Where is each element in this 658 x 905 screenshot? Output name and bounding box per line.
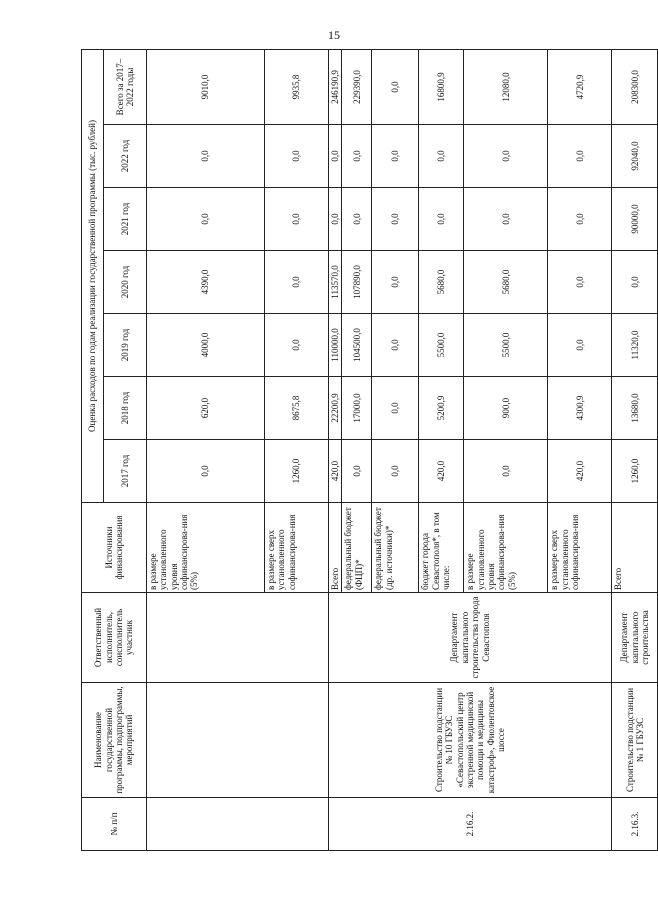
cell-value: 5500,0 [464,314,548,377]
cell-value: 0,0 [329,188,342,251]
cell-executor-empty [147,593,329,683]
cell-value: 0,0 [342,188,372,251]
cell-source: бюджет города Севастополя*, в том числе: [419,503,464,593]
cell-value: 208300,0 [612,50,658,125]
cell-source: Всего [612,503,658,593]
cell-value: 13680,0 [612,377,658,440]
cell-value: 17000,0 [342,377,372,440]
cell-executor: Департамент капитального строительства [612,593,658,683]
header-estimate: Оценка расходов по годам реализации государственной программы (тыс. рублей) [82,50,104,503]
cell-no: 2.16.3. [612,798,658,851]
cell-source: в размере установленного уровня софинансирова-ния (5%) [464,503,548,593]
cell-name-empty [147,683,329,798]
cell-value: 0,0 [464,440,548,503]
cell-no-empty [147,798,329,851]
cell-value: 0,0 [342,440,372,503]
header-row-1 [82,50,104,851]
cell-value: 1260,0 [612,440,658,503]
financing-table [81,49,658,851]
header-year: 2019 год [104,314,147,377]
cell-value: 4000,0 [147,314,265,377]
cell-source: федеральный бюджет (др. источники)* [372,503,419,593]
cell-value: 1260,0 [265,440,329,503]
cell-value: 620,0 [147,377,265,440]
header-year: 2022 год [104,125,147,188]
header-total: Всего за 2017–2022 годы [104,50,147,125]
cell-value: 900,0 [464,377,548,440]
cell-source: федеральный бюджет (ФЦП)* [342,503,372,593]
cell-value: 4720,9 [548,50,612,125]
table-row [147,50,265,851]
cell-value: 90000,0 [612,188,658,251]
cell-value: 0,0 [419,188,464,251]
page-number: 15 [328,28,340,42]
cell-value: 22200,9 [329,377,342,440]
header-source: Источники финансирования [82,503,147,593]
cell-value: 104500,0 [342,314,372,377]
cell-value: 5680,0 [419,251,464,314]
cell-value: 0,0 [548,188,612,251]
cell-value: 5200,9 [419,377,464,440]
cell-name: Строительство подстанции № 1 ГБУЗС [612,683,658,798]
cell-value: 0,0 [372,125,419,188]
cell-value: 9010,0 [147,50,265,125]
cell-value: 16800,9 [419,50,464,125]
cell-value: 92040,0 [612,125,658,188]
cell-value: 0,0 [548,125,612,188]
cell-value: 420,0 [329,440,342,503]
cell-value: 0,0 [372,50,419,125]
cell-value: 0,0 [342,125,372,188]
header-year: 2021 год [104,188,147,251]
cell-value: 0,0 [464,188,548,251]
cell-value: 0,0 [265,125,329,188]
table-row [612,50,658,851]
cell-value: 0,0 [265,188,329,251]
cell-value: 0,0 [265,314,329,377]
cell-value: 0,0 [372,314,419,377]
cell-value: 229390,0 [342,50,372,125]
cell-value: 9935,8 [265,50,329,125]
cell-source: в размере сверх установленного софинансирова-ния [548,503,612,593]
cell-value: 107890,0 [342,251,372,314]
cell-value: 0,0 [612,251,658,314]
cell-source: Всего [329,503,342,593]
cell-value: 0,0 [147,440,265,503]
header-year: 2017 год [104,440,147,503]
cell-value: 0,0 [372,377,419,440]
header-no: № п/п [82,798,147,851]
cell-value: 4390,0 [147,251,265,314]
cell-source: в размере сверх установленного софинансирова-ния [265,503,329,593]
cell-value: 4300,9 [548,377,612,440]
cell-value: 420,0 [419,440,464,503]
cell-value: 11320,0 [612,314,658,377]
cell-value: 5500,0 [419,314,464,377]
cell-value: 246190,9 [329,50,342,125]
header-executor: Ответственный исполнитель, соисполнитель участник [82,593,147,683]
cell-value: 0,0 [372,440,419,503]
rotated-table-container [81,50,651,851]
cell-value: 0,0 [265,251,329,314]
cell-value: 110000,0 [329,314,342,377]
cell-value: 0,0 [548,314,612,377]
cell-value: 0,0 [372,251,419,314]
header-year: 2020 год [104,251,147,314]
cell-value: 5680,0 [464,251,548,314]
cell-value: 0,0 [548,251,612,314]
cell-value: 0,0 [329,125,342,188]
cell-name: Строительство подстанции № 10 ГБУЗС «Севастопольский центр экстренной медицинской помощи и медицины катастроф», Фиолентовское шоссе [329,683,612,798]
cell-value: 0,0 [464,125,548,188]
cell-value: 0,0 [147,125,265,188]
cell-value: 0,0 [372,188,419,251]
cell-value: 0,0 [147,188,265,251]
cell-value: 12080,0 [464,50,548,125]
cell-value: 8675,8 [265,377,329,440]
cell-executor: Департамент капитального строительства города Севастополя [329,593,612,683]
cell-value: 0,0 [419,125,464,188]
cell-source: в размере установленного уровня софинансирова-ния (5%) [147,503,265,593]
table-row [329,50,342,851]
cell-value: 113570,0 [329,251,342,314]
header-year: 2018 год [104,377,147,440]
header-name: Наименование государственной программы, подпрограммы, мероприятий [82,683,147,798]
cell-no: 2.16.2. [329,798,612,851]
cell-value: 420,0 [548,440,612,503]
